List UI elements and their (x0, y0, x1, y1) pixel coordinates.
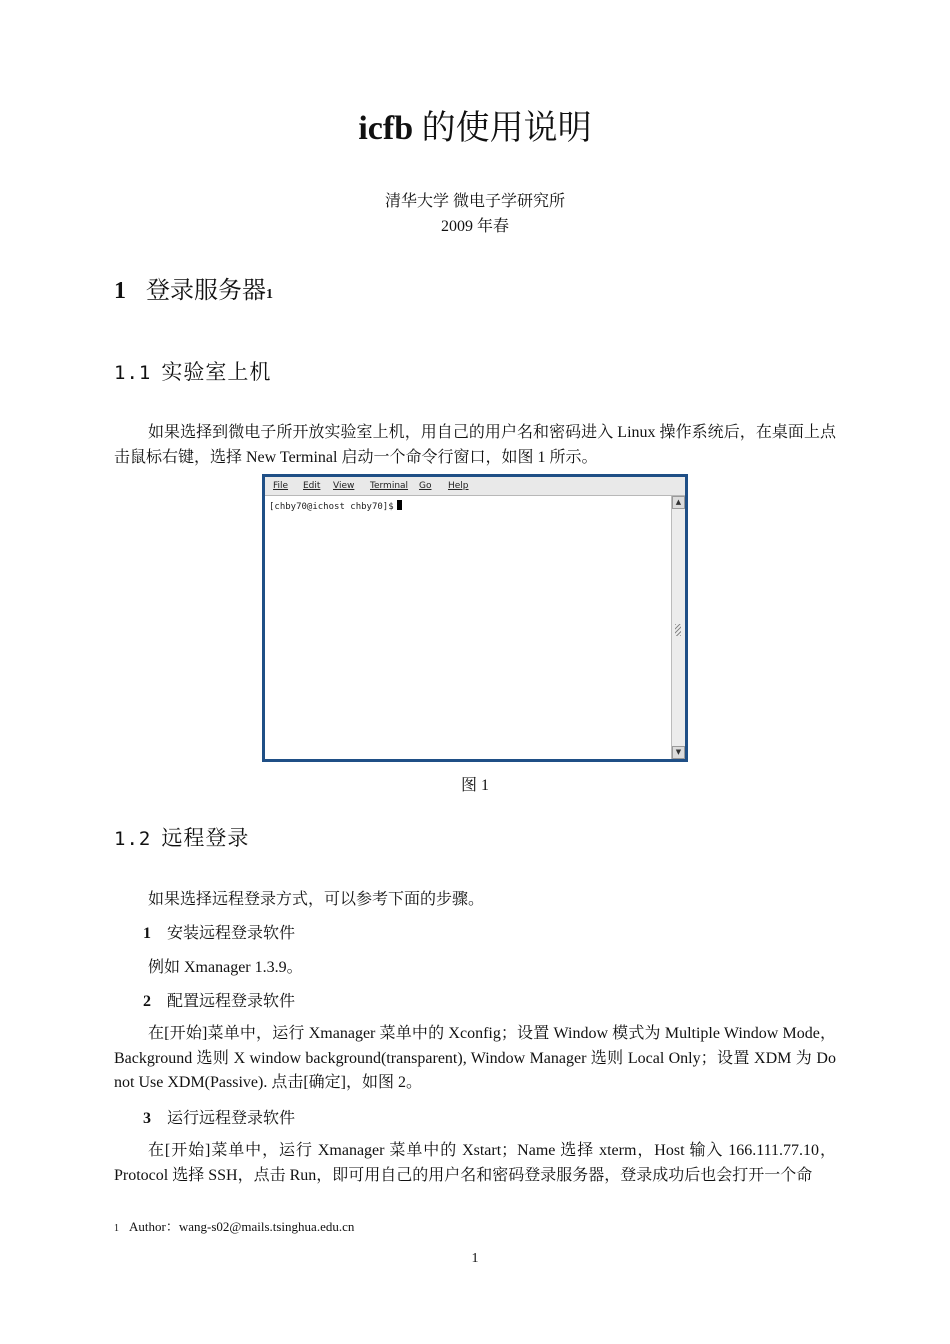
section-number: 1.2 (114, 828, 152, 850)
section-title: 远程登录 (161, 826, 250, 850)
paragraph-xstart: 在[开始]菜单中，运行 Xmanager 菜单中的 Xstart；Name 选择 xterm，Host 输入 166.111.77.10，Protocol 选择 SSH，点击 Run，即可用自己的用户名和密码登录服务器，登录成功后也会打开一个命 (114, 1142, 836, 1184)
section-title: 实验室上机 (161, 360, 272, 384)
step-1 (143, 920, 295, 943)
paragraph-xconfig: 在[开始]菜单中，运行 Xmanager 菜单中的 Xconfig；设置 Window 模式为 Multiple Window Mode，Background 选则 X window background(transparent), Window Manager 选则 Local Only；设置 XDM 为 Do not Use XDM(Passive). 点击[确定]，如图 2。 (114, 1025, 836, 1091)
menu-file: File (273, 481, 289, 491)
section-title: 登录服务器 (146, 278, 266, 304)
menu-terminal: Terminal (370, 481, 409, 491)
terminal-window-figure (262, 474, 688, 762)
footnote-mark: 1 (114, 1223, 119, 1234)
step-number: 1 (143, 925, 151, 942)
terminal-scrollbar (671, 496, 685, 759)
footnote-text: Author：wang-s02@mails.tsinghua.edu.cn (129, 1219, 355, 1234)
section-1-1-heading (114, 356, 271, 386)
step-text: 配置远程登录软件 (167, 993, 296, 1010)
step-text: 安装远程登录软件 (167, 925, 296, 942)
affiliation: 清华大学 微电子学研究所 (384, 193, 565, 210)
date: 2009 年春 (440, 218, 509, 235)
section-number: 1 (114, 278, 126, 304)
page-number: 1 (471, 1251, 479, 1266)
menu-help: Help (448, 481, 469, 491)
terminal-prompt (269, 500, 402, 512)
menu-edit: Edit (303, 481, 321, 491)
menu-go: Go (419, 481, 432, 491)
paragraph-remote-intro: 如果选择远程登录方式，可以参考下面的步骤。 (148, 891, 485, 908)
scroll-down-icon: ▼ (672, 746, 685, 759)
prompt-text: [chby70@ichost chby70]$ (269, 502, 394, 512)
footnote (114, 1216, 354, 1235)
paragraph-lab-login: 如果选择到微电子所开放实验室上机，用自己的用户名和密码进入 Linux 操作系统后，在桌面上点击鼠标右键，选择 New Terminal 启动一个命令行窗口，如图 1 所示。 (114, 424, 836, 466)
menu-view: View (333, 481, 355, 491)
scroll-up-icon: ▲ (672, 496, 685, 509)
step-2 (143, 988, 295, 1011)
step-3 (143, 1105, 295, 1128)
scroll-grip-icon (675, 624, 681, 636)
step-text: 运行远程登录软件 (167, 1110, 296, 1127)
step-number: 3 (143, 1110, 151, 1127)
section-number: 1.1 (114, 362, 152, 384)
step-1-note: 例如 Xmanager 1.3.9。 (148, 959, 303, 976)
terminal-menubar (265, 477, 685, 496)
section-1-heading (114, 270, 273, 305)
figure-caption: 图 1 (460, 777, 489, 794)
step-number: 2 (143, 993, 151, 1010)
document-title: icfb 的使用说明 (358, 110, 592, 147)
footnote-ref: 1 (266, 287, 273, 302)
section-1-2-heading (114, 822, 249, 852)
text-cursor (397, 500, 402, 510)
